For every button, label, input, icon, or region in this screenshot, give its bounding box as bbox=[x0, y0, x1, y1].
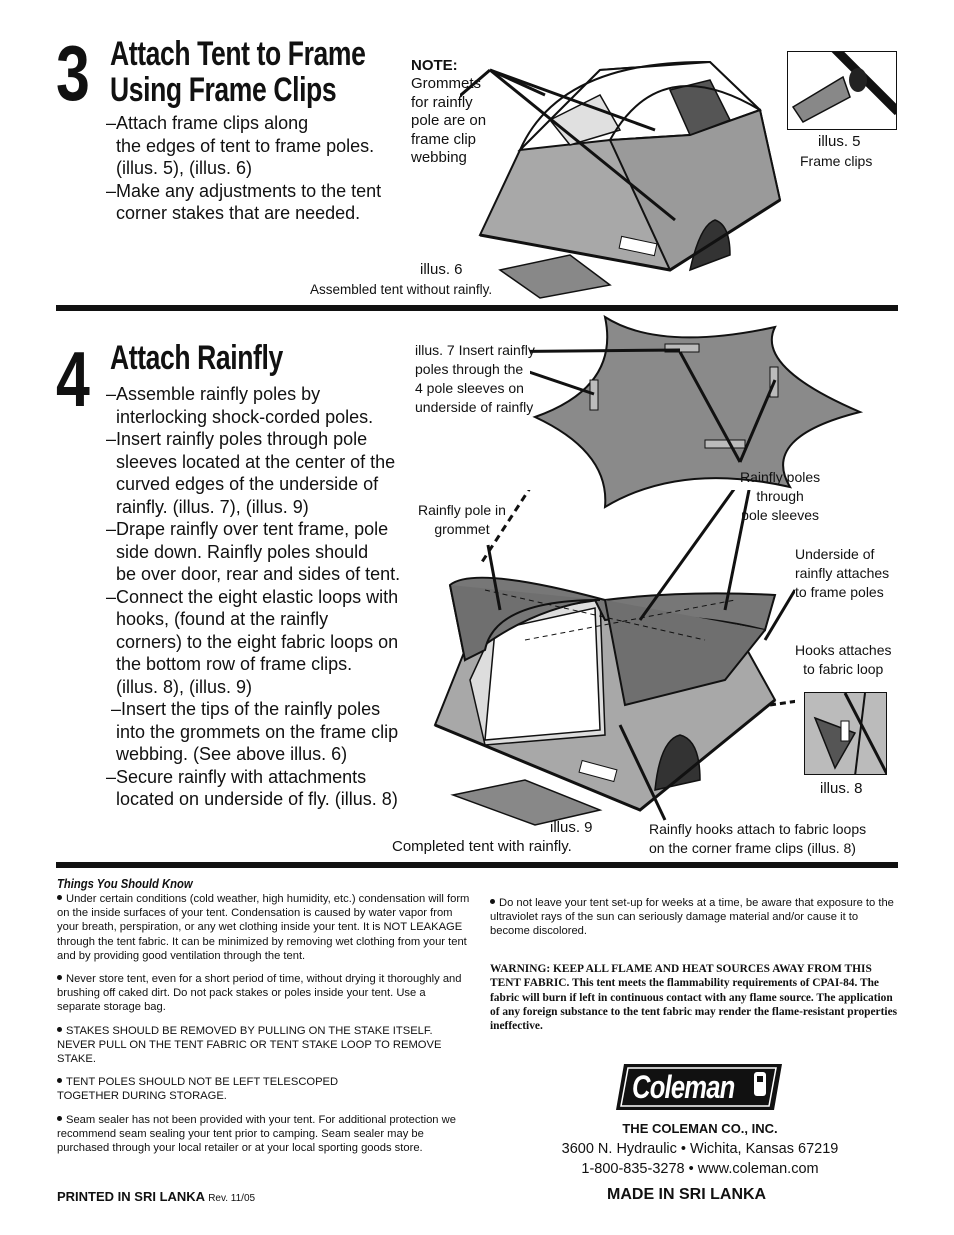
coleman-logo bbox=[612, 1060, 786, 1114]
step-4-title: Attach Rainfly bbox=[110, 339, 283, 377]
warning-label: WARNING: bbox=[490, 963, 551, 975]
step-4-number: 4 bbox=[56, 335, 89, 423]
callout-line: pole sleeves bbox=[741, 507, 819, 523]
bullet-icon bbox=[490, 899, 495, 904]
bullet-icon bbox=[57, 975, 62, 980]
note-heading: NOTE: bbox=[411, 57, 458, 74]
step-4-line: curved edges of the underside of bbox=[106, 474, 379, 494]
callout-line: through bbox=[756, 488, 804, 504]
step-4-line: –Insert rainfly poles through pole bbox=[106, 429, 368, 449]
step-4-line: rainfly. (illus. 7), (illus. 9) bbox=[106, 496, 309, 517]
warning-text: KEEP ALL FLAME AND HEAT SOURCES AWAY FROM THIS TENT FABRIC. This tent meets the flammability requirements of CPAI-84. The fabric will burn if left in continuous contact with any flame source. The application of any foreign substance to the tent fabric may render the flame-resistant properties ineffective. bbox=[490, 963, 898, 1033]
step-3-title-line1: Attach Tent to Frame bbox=[110, 35, 366, 73]
list-item-text: STAKES SHOULD BE REMOVED BY PULLING ON THE STAKE ITSELF. NEVER PULL ON THE TENT FABRIC OR TENT STAKE LOOP TO REMOVE STAKE. bbox=[57, 1024, 442, 1066]
list-item bbox=[57, 1075, 387, 1103]
illus-9-tent-with-rainfly-drawing bbox=[425, 490, 795, 830]
step-4-line: –Secure rainfly with attachments bbox=[106, 766, 367, 787]
list-item bbox=[57, 892, 472, 963]
illus-7-line: underside of rainfly bbox=[415, 399, 534, 415]
step-4-line: located on underside of fly. (illus. 8) bbox=[106, 789, 398, 809]
list-item-text: TENT POLES SHOULD NOT BE LEFT TELESCOPED TOGETHER DURING STORAGE. bbox=[57, 1076, 339, 1103]
step-4-line: –Insert the tips of the rainfly poles bbox=[106, 699, 381, 719]
illus-6-number: illus. 6 bbox=[420, 261, 463, 278]
list-item bbox=[57, 1024, 472, 1067]
list-item-text: Never store tent, even for a short period of time, without drying it thoroughly and brushing off caked dirt. Do not pack stakes or poles inside your tent. Use a separate storage bag. bbox=[57, 973, 462, 1014]
step-4-line: hooks, (found at the rainfly bbox=[106, 609, 329, 629]
list-item-text: Seam sealer has not been provided with your tent. For additional protection we recommend seam sealing your tent prior to camping. Seam sealer may be purchased through your local retailer or at your local sporting goods store. bbox=[57, 1113, 456, 1155]
step-4-instructions bbox=[106, 383, 400, 811]
illus-6-tent-drawing bbox=[460, 40, 800, 300]
illus-9-label: illus. 9 bbox=[550, 819, 593, 836]
step-3-line: –Make any adjustments to the tent bbox=[106, 180, 382, 201]
hooks-caption bbox=[795, 641, 892, 679]
illus-7-line: illus. 7 Insert rainfly bbox=[415, 342, 535, 358]
revision-text: Rev. 11/05 bbox=[208, 1193, 256, 1204]
printed-in-label bbox=[57, 1189, 255, 1204]
bullet-icon bbox=[57, 1116, 62, 1121]
bullet-icon bbox=[57, 895, 62, 900]
step-4-line: into the grommets on the frame clip bbox=[106, 721, 399, 742]
bullet-icon bbox=[57, 1078, 62, 1083]
things-list bbox=[57, 892, 472, 1164]
illus-5-frame-clip-box bbox=[787, 51, 897, 130]
step-3-line: (illus. 5), (illus. 6) bbox=[106, 158, 253, 178]
callout-line: on the corner frame clips (illus. 8) bbox=[649, 840, 856, 856]
illus-9-caption: Completed tent with rainfly. bbox=[392, 838, 572, 855]
callout-line: Hooks attaches bbox=[795, 642, 892, 658]
list-item-text: Under certain conditions (cold weather, high humidity, etc.) condensation will form on the inside surfaces of your tent. Condensation is caused by water vapor from your breath, perspiration, or any wet clothing inside your tent. It is NOT LEAKAGE through the tent fabric. It can be minimized by removing wet clothing from your tent and by providing good ventilation through the tent. bbox=[57, 893, 470, 962]
company-info bbox=[540, 1119, 860, 1179]
callout-line: to frame poles bbox=[795, 584, 884, 600]
frame-clip-drawing bbox=[788, 52, 897, 130]
divider-rule bbox=[56, 862, 898, 868]
logo-wordmark: Coleman bbox=[632, 1069, 735, 1105]
illus-6-label bbox=[420, 260, 510, 279]
step-4-line: corners) to the eight fabric loops on bbox=[106, 631, 399, 652]
printed-in-text: PRINTED IN SRI LANKA bbox=[57, 1189, 205, 1204]
list-item bbox=[57, 1113, 472, 1156]
step-3-line: the edges of tent to frame poles. bbox=[106, 135, 375, 156]
underside-rainfly-caption bbox=[795, 545, 889, 602]
callout-line: grommet bbox=[434, 521, 490, 537]
step-3-instructions bbox=[106, 112, 381, 225]
rainfly-hooks-caption bbox=[649, 820, 866, 858]
step-4-line: the bottom row of frame clips. bbox=[106, 654, 353, 674]
list-item-text: Do not leave your tent set-up for weeks at a time, be aware that exposure to the ultraviolet rays of the sun can seriously damage material and/or cause it to become discolored. bbox=[490, 897, 894, 938]
step-4-line: be over door, rear and sides of tent. bbox=[106, 564, 401, 584]
illus-6-caption: Assembled tent without rainfly. bbox=[310, 282, 493, 297]
note-line: Grommets bbox=[411, 75, 482, 92]
illus-7-caption bbox=[415, 341, 535, 417]
sun-exposure-note bbox=[490, 896, 898, 939]
note-line: frame clip bbox=[411, 130, 477, 148]
flammability-warning bbox=[490, 962, 898, 1033]
illus-5-label: illus. 5 bbox=[818, 133, 861, 150]
divider-rule bbox=[56, 305, 898, 311]
step-3-line: corner stakes that are needed. bbox=[106, 203, 361, 223]
note-line: webbing bbox=[411, 149, 467, 166]
step-4-line: –Drape rainfly over tent frame, pole bbox=[106, 519, 389, 539]
step-4-line: webbing. (See above illus. 6) bbox=[106, 744, 348, 764]
step-4-line: (illus. 8), (illus. 9) bbox=[106, 676, 253, 697]
company-contact: 1-800-835-3278 • www.coleman.com bbox=[581, 1161, 819, 1177]
made-in-label: MADE IN SRI LANKA bbox=[607, 1186, 767, 1203]
step-3-number: 3 bbox=[56, 29, 89, 117]
callout-line: Underside of bbox=[795, 546, 875, 562]
company-address: 3600 N. Hydraulic • Wichita, Kansas 67219 bbox=[561, 1141, 839, 1157]
step-4-line: –Connect the eight elastic loops with bbox=[106, 586, 399, 607]
illus-8-label: illus. 8 bbox=[820, 780, 863, 797]
step-3-line: –Attach frame clips along bbox=[106, 113, 309, 133]
note-line: for rainfly bbox=[411, 93, 473, 111]
note-line: pole are on bbox=[411, 112, 487, 129]
step-4-line: –Assemble rainfly poles by bbox=[106, 384, 321, 404]
illus-7-line: 4 pole sleeves on bbox=[415, 380, 524, 396]
callout-line: Rainfly hooks attach to fabric loops bbox=[649, 821, 867, 837]
company-name: THE COLEMAN CO., INC. bbox=[622, 1121, 778, 1136]
step-4-line: sleeves located at the center of the bbox=[106, 451, 396, 472]
illus-5-caption: Frame clips bbox=[800, 153, 873, 169]
things-heading: Things You Should Know bbox=[57, 877, 193, 891]
step-4-line: side down. Rainfly poles should bbox=[106, 541, 369, 562]
illus-7-line: poles through the bbox=[415, 361, 524, 377]
callout-line: Rainfly pole in bbox=[418, 502, 506, 518]
illus-8-hook-box bbox=[804, 692, 887, 775]
callout-line: Rainfly poles bbox=[740, 469, 821, 485]
step-3-title-line2: Using Frame Clips bbox=[110, 71, 337, 109]
bullet-icon bbox=[57, 1027, 62, 1032]
list-item bbox=[57, 972, 472, 1015]
callout-line: to fabric loop bbox=[803, 661, 884, 677]
step-4-line: interlocking shock-corded poles. bbox=[106, 406, 374, 427]
hook-loop-drawing bbox=[805, 693, 887, 775]
callout-line: rainfly attaches bbox=[795, 565, 890, 581]
